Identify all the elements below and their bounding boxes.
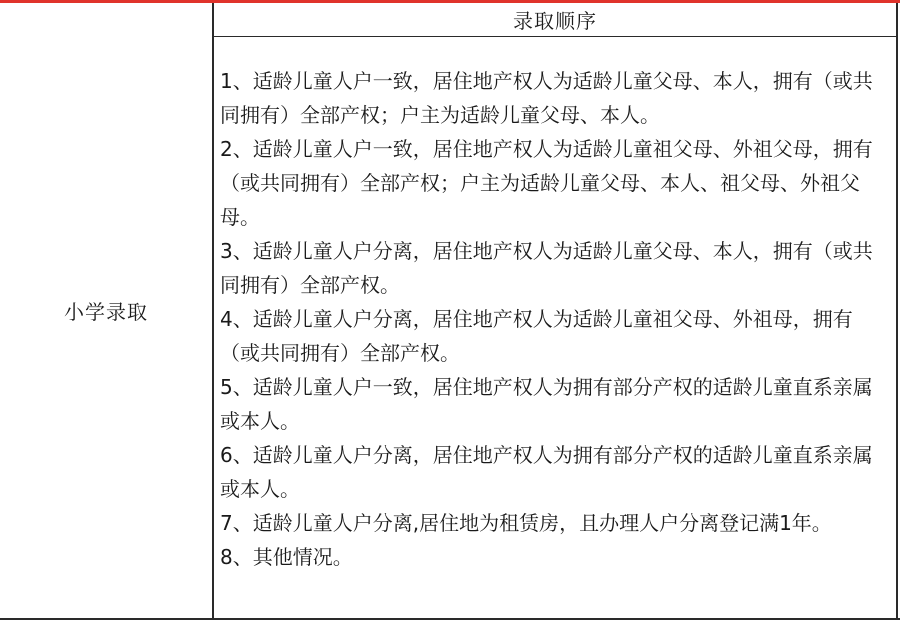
- header-divider: [213, 36, 898, 37]
- rule-item: 6、适龄儿童人户分离，居住地产权人为拥有部分产权的适龄儿童直系亲属或本人。: [220, 443, 873, 501]
- table-header: 录取顺序: [513, 9, 597, 33]
- right-border: [896, 3, 898, 620]
- rule-item: 4、适龄儿童人户分离，居住地产权人为适龄儿童祖父母、外祖母，拥有（或共同拥有）全部产权。: [220, 307, 853, 365]
- bottom-border: [0, 618, 900, 620]
- rule-item: 7、适龄儿童人户分离,居住地为租赁房，且办理人户分离登记满1年。: [220, 511, 832, 535]
- rule-item: 2、适龄儿童人户一致，居住地产权人为适龄儿童祖父母、外祖父母，拥有（或共同拥有）全部产权；户主为适龄儿童父母、本人、祖父母、外祖父母。: [220, 137, 873, 229]
- rule-item: 3、适龄儿童人户分离，居住地产权人为适龄儿童父母、本人，拥有（或共同拥有）全部产权。: [220, 239, 873, 297]
- rule-item: 5、适龄儿童人户一致，居住地产权人为拥有部分产权的适龄儿童直系亲属或本人。: [220, 375, 873, 433]
- rule-item: 8、其他情况。: [220, 545, 353, 569]
- row-label: 小学录取: [64, 300, 148, 324]
- column-divider: [212, 3, 214, 620]
- rule-item: 1、适龄儿童人户一致，居住地产权人为适龄儿童父母、本人，拥有（或共同拥有）全部产权；户主为适龄儿童父母、本人。: [220, 69, 873, 127]
- rules-list: [220, 64, 892, 574]
